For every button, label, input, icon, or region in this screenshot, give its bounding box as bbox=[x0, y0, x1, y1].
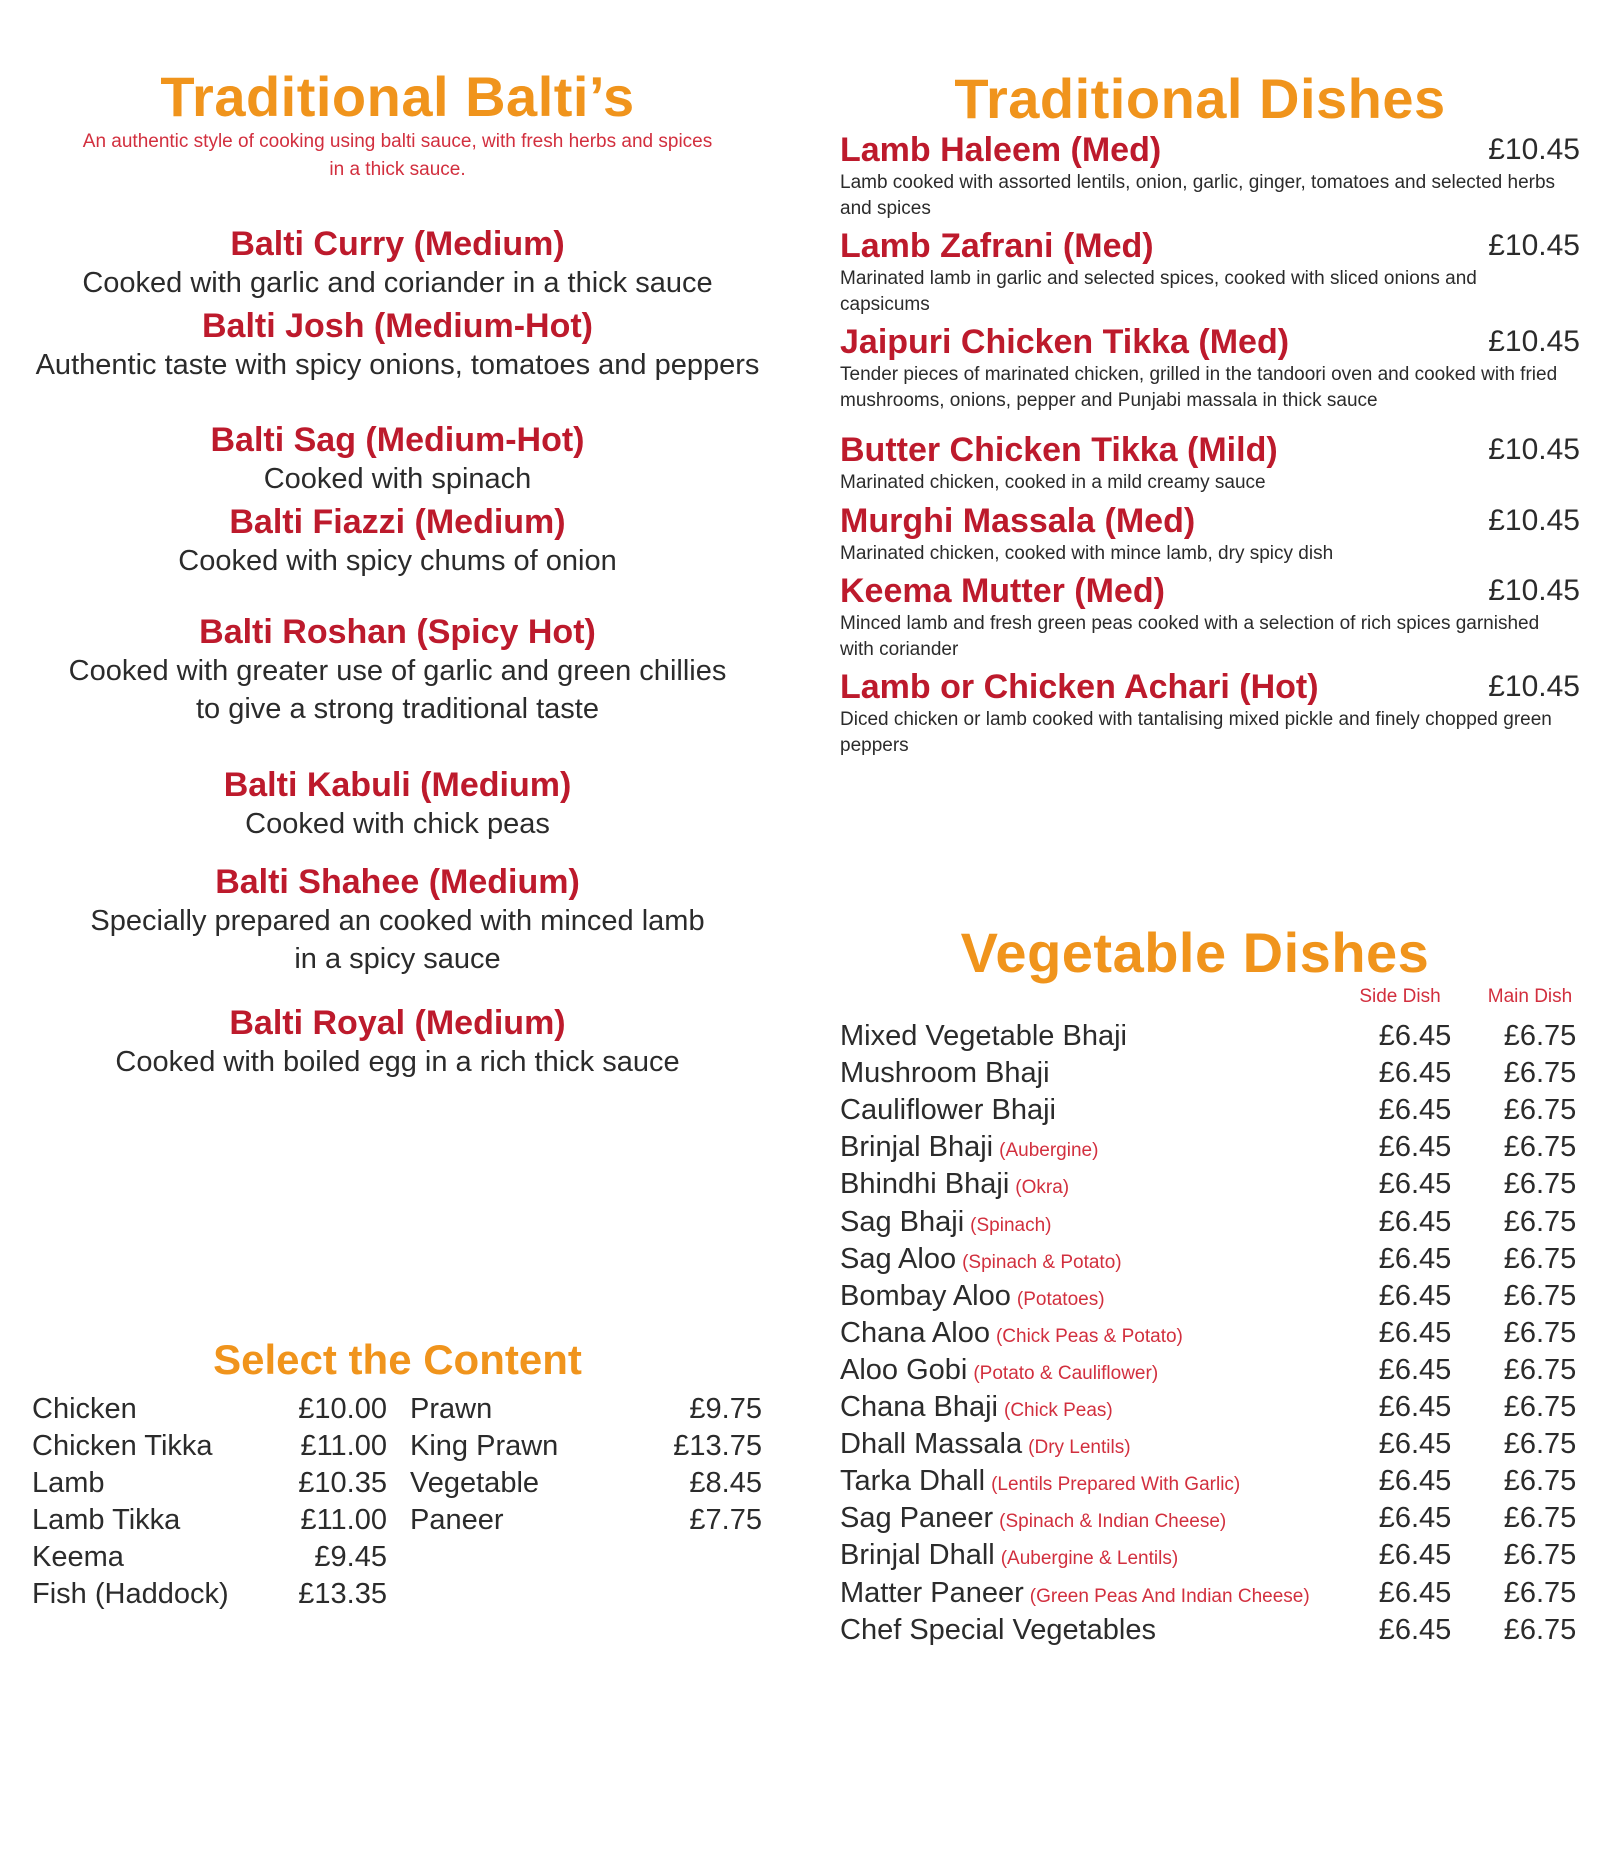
vegetable-row bbox=[840, 1352, 1585, 1389]
content-row bbox=[32, 1539, 387, 1576]
main-dish-price: £6.75 bbox=[1503, 1502, 1577, 1535]
vegetable-name bbox=[840, 1092, 1056, 1129]
vegetable-note: (Spinach & Indian Cheese) bbox=[999, 1511, 1227, 1533]
vegetable-column-headers bbox=[820, 986, 1580, 1012]
content-row bbox=[32, 1502, 387, 1539]
vegetable-name bbox=[840, 1352, 1158, 1392]
balti-item bbox=[20, 765, 775, 843]
vegetable-row bbox=[840, 1055, 1585, 1092]
vegetable-name bbox=[840, 1575, 1310, 1615]
vegetable-note: (Green Peas And Indian Cheese) bbox=[1029, 1585, 1310, 1607]
dish-price: £10.45 bbox=[1488, 325, 1580, 358]
balti-item bbox=[20, 862, 775, 978]
vegetable-name-text: Sag Bhaji bbox=[840, 1205, 965, 1238]
side-dish-price: £6.45 bbox=[1378, 1168, 1452, 1201]
vegetable-note: (Lentils Prepared With Garlic) bbox=[991, 1474, 1241, 1496]
main-dish-price: £6.75 bbox=[1503, 1094, 1577, 1127]
content-price: £10.00 bbox=[298, 1393, 387, 1425]
traditional-item bbox=[840, 130, 1580, 222]
main-dish-header: Main Dish bbox=[1487, 986, 1573, 1007]
vegetable-section-title: Vegetable Dishes bbox=[960, 921, 1430, 984]
vegetable-name bbox=[840, 1241, 1122, 1281]
vegetable-note: (Potatoes) bbox=[1016, 1288, 1105, 1310]
vegetable-note: (Aubergine & Lentils) bbox=[1000, 1548, 1179, 1570]
side-dish-price: £6.45 bbox=[1378, 1391, 1452, 1423]
vegetable-row bbox=[840, 1092, 1585, 1129]
dish-name: Balti Josh (Medium-Hot) bbox=[202, 307, 593, 345]
side-dish-price: £6.45 bbox=[1378, 1465, 1452, 1498]
vegetable-name bbox=[840, 1426, 1131, 1466]
vegetable-name-text: Mushroom Bhaji bbox=[840, 1057, 1050, 1090]
dish-name: Keema Mutter (Med) bbox=[840, 572, 1165, 610]
dish-description: Cooked with chick peas bbox=[245, 808, 550, 840]
main-dish-price: £6.75 bbox=[1503, 1465, 1577, 1498]
vegetable-note: (Dry Lentils) bbox=[1028, 1437, 1131, 1459]
side-dish-price: £6.45 bbox=[1378, 1020, 1452, 1052]
vegetable-name-text: Chana Aloo bbox=[840, 1316, 990, 1349]
vegetable-note: (Chick Peas & Potato) bbox=[995, 1325, 1183, 1347]
dish-description: Specially prepared an cooked with minced lamb in a spicy sauce bbox=[90, 905, 705, 975]
dish-price: £10.45 bbox=[1488, 574, 1580, 607]
content-row bbox=[32, 1428, 387, 1465]
vegetable-row bbox=[840, 1612, 1585, 1649]
content-name: King Prawn bbox=[410, 1430, 559, 1462]
content-name: Chicken bbox=[32, 1393, 137, 1425]
content-name: Prawn bbox=[410, 1393, 493, 1425]
vegetable-name-text: Cauliflower Bhaji bbox=[840, 1094, 1056, 1127]
left-column bbox=[0, 0, 795, 1875]
balti-item bbox=[20, 1003, 775, 1081]
traditional-item bbox=[840, 226, 1580, 318]
dish-name: Balti Curry (Medium) bbox=[230, 225, 565, 263]
content-row bbox=[410, 1428, 762, 1465]
main-dish-price: £6.75 bbox=[1503, 1131, 1577, 1164]
content-name: Fish (Haddock) bbox=[32, 1578, 229, 1610]
vegetable-note: (Okra) bbox=[1015, 1177, 1070, 1199]
vegetable-note: (Spinach & Potato) bbox=[962, 1251, 1122, 1273]
vegetable-name bbox=[840, 1315, 1183, 1355]
side-dish-price: £6.45 bbox=[1378, 1057, 1452, 1090]
main-dish-price: £6.75 bbox=[1503, 1539, 1577, 1572]
dish-description: Lamb cooked with assorted lentils, onion, garlic, ginger, tomatoes and selected herbs and spices bbox=[840, 172, 1556, 219]
dish-description: Cooked with greater use of garlic and green chillies to give a strong traditional taste bbox=[68, 655, 727, 725]
side-dish-price: £6.45 bbox=[1378, 1613, 1452, 1646]
content-name: Chicken Tikka bbox=[32, 1430, 213, 1462]
content-name: Paneer bbox=[410, 1504, 504, 1536]
vegetable-row bbox=[840, 1537, 1585, 1574]
vegetable-name-text: Bhindhi Bhaji bbox=[840, 1168, 1010, 1201]
vegetable-name-text: Chef Special Vegetables bbox=[840, 1613, 1156, 1646]
vegetable-row bbox=[840, 1463, 1585, 1500]
content-price: £9.45 bbox=[314, 1541, 387, 1573]
dish-name: Balti Royal (Medium) bbox=[229, 1004, 566, 1042]
vegetable-name-text: Brinjal Dhall bbox=[840, 1539, 995, 1572]
dish-name: Jaipuri Chicken Tikka (Med) bbox=[840, 323, 1290, 361]
vegetable-name bbox=[840, 1129, 1098, 1169]
dish-price: £10.45 bbox=[1488, 670, 1580, 703]
main-dish-price: £6.75 bbox=[1503, 1353, 1577, 1386]
side-dish-price: £6.45 bbox=[1378, 1539, 1452, 1572]
dish-description: Authentic taste with spicy onions, tomatoes and peppers bbox=[35, 349, 760, 381]
vegetable-name bbox=[840, 1389, 1113, 1429]
vegetable-name-text: Aloo Gobi bbox=[840, 1353, 968, 1386]
dish-name: Balti Shahee (Medium) bbox=[215, 863, 580, 901]
balti-item bbox=[20, 420, 775, 498]
vegetable-row bbox=[840, 1204, 1585, 1241]
dish-price: £10.45 bbox=[1488, 133, 1580, 166]
vegetable-note: (Spinach) bbox=[970, 1214, 1052, 1236]
dish-description: Minced lamb and fresh green peas cooked with a selection of rich spices garnished with coriander bbox=[840, 613, 1540, 660]
dish-name: Lamb Haleem (Med) bbox=[840, 131, 1162, 169]
vegetable-name bbox=[840, 1278, 1105, 1318]
right-column bbox=[820, 0, 1580, 1875]
side-dish-price: £6.45 bbox=[1378, 1502, 1452, 1535]
dish-name: Balti Roshan (Spicy Hot) bbox=[199, 613, 596, 651]
vegetable-name bbox=[840, 1500, 1226, 1540]
content-price: £11.00 bbox=[300, 1430, 387, 1462]
side-dish-price: £6.45 bbox=[1378, 1131, 1452, 1164]
balti-item bbox=[20, 306, 775, 384]
main-dish-price: £6.75 bbox=[1503, 1205, 1577, 1238]
vegetable-name bbox=[840, 1463, 1240, 1503]
content-name: Lamb Tikka bbox=[32, 1504, 181, 1536]
content-name: Vegetable bbox=[410, 1467, 540, 1499]
dish-name: Lamb Zafrani (Med) bbox=[840, 227, 1154, 265]
vegetable-row bbox=[840, 1315, 1585, 1352]
vegetable-row bbox=[840, 1241, 1585, 1278]
main-dish-price: £6.75 bbox=[1503, 1020, 1577, 1052]
main-dish-price: £6.75 bbox=[1503, 1316, 1577, 1349]
dish-price: £10.45 bbox=[1488, 229, 1580, 262]
vegetable-name-text: Brinjal Bhaji bbox=[840, 1131, 994, 1164]
main-dish-price: £6.75 bbox=[1503, 1391, 1577, 1423]
dish-name: Butter Chicken Tikka (Mild) bbox=[840, 431, 1278, 469]
main-dish-price: £6.75 bbox=[1503, 1428, 1577, 1461]
content-row bbox=[32, 1391, 387, 1428]
vegetable-row bbox=[840, 1018, 1585, 1055]
main-dish-price: £6.75 bbox=[1503, 1057, 1577, 1090]
vegetable-name bbox=[840, 1018, 1127, 1055]
side-dish-price: £6.45 bbox=[1378, 1094, 1452, 1127]
balti-item bbox=[20, 224, 775, 302]
vegetable-row bbox=[840, 1129, 1585, 1166]
balti-item bbox=[20, 612, 775, 728]
dish-name: Murghi Massala (Med) bbox=[840, 502, 1196, 540]
content-row bbox=[410, 1465, 762, 1502]
dish-description: Marinated chicken, cooked with mince lamb, dry spicy dish bbox=[840, 543, 1334, 564]
side-dish-price: £6.45 bbox=[1378, 1353, 1452, 1386]
dish-description: Tender pieces of marinated chicken, grilled in the tandoori oven and cooked with fried mushrooms, onions, pepper and Punjabi massala in thick sauce bbox=[840, 364, 1558, 411]
vegetable-name bbox=[840, 1537, 1178, 1577]
vegetable-row bbox=[840, 1426, 1585, 1463]
content-row bbox=[32, 1465, 387, 1502]
vegetable-name-text: Chana Bhaji bbox=[840, 1391, 998, 1423]
dish-price: £10.45 bbox=[1488, 433, 1580, 466]
traditional-section-title: Traditional Dishes bbox=[954, 67, 1446, 130]
vegetable-name bbox=[840, 1166, 1069, 1206]
side-dish-price: £6.45 bbox=[1378, 1242, 1452, 1275]
content-row bbox=[410, 1391, 762, 1428]
dish-description: Cooked with spicy chums of onion bbox=[178, 545, 617, 577]
content-section-title: Select the Content bbox=[213, 1336, 582, 1383]
side-dish-header: Side Dish bbox=[1359, 986, 1441, 1007]
vegetable-name-text: Dhall Massala bbox=[840, 1428, 1023, 1461]
main-dish-price: £6.75 bbox=[1503, 1576, 1577, 1609]
vegetable-note: (Potato & Cauliflower) bbox=[973, 1362, 1159, 1384]
traditional-item bbox=[840, 322, 1580, 414]
vegetable-name-text: Sag Aloo bbox=[840, 1242, 957, 1275]
dish-price: £10.45 bbox=[1488, 504, 1580, 537]
vegetable-name bbox=[840, 1204, 1051, 1244]
vegetable-row bbox=[840, 1278, 1585, 1315]
traditional-item bbox=[840, 667, 1580, 759]
dish-description: Cooked with garlic and coriander in a thick sauce bbox=[82, 267, 713, 299]
balti-intro: An authentic style of cooking using balti sauce, with fresh herbs and spices in a thick sauce. bbox=[82, 131, 713, 180]
vegetable-row bbox=[840, 1389, 1585, 1426]
content-name: Lamb bbox=[32, 1467, 105, 1499]
vegetable-row bbox=[840, 1500, 1585, 1537]
dish-name: Lamb or Chicken Achari (Hot) bbox=[840, 668, 1319, 706]
balti-section-title: Traditional Balti’s bbox=[160, 65, 635, 128]
content-name: Keema bbox=[32, 1541, 124, 1573]
side-dish-price: £6.45 bbox=[1378, 1576, 1452, 1609]
dish-name: Balti Fiazzi (Medium) bbox=[229, 503, 566, 541]
content-price: £9.75 bbox=[689, 1393, 762, 1425]
content-price: £7.75 bbox=[689, 1504, 762, 1536]
content-row bbox=[32, 1576, 387, 1613]
content-price: £13.35 bbox=[298, 1578, 387, 1610]
side-dish-price: £6.45 bbox=[1378, 1316, 1452, 1349]
dish-description: Diced chicken or lamb cooked with tantalising mixed pickle and finely chopped green peppers bbox=[840, 709, 1552, 756]
main-dish-price: £6.75 bbox=[1503, 1613, 1577, 1646]
main-dish-price: £6.75 bbox=[1503, 1168, 1577, 1201]
vegetable-name bbox=[840, 1612, 1156, 1649]
vegetable-name-text: Matter Paneer bbox=[840, 1576, 1024, 1609]
vegetable-name-text: Bombay Aloo bbox=[840, 1279, 1011, 1312]
balti-item bbox=[20, 502, 775, 580]
vegetable-name bbox=[840, 1055, 1050, 1092]
main-dish-price: £6.75 bbox=[1503, 1279, 1577, 1312]
content-price: £8.45 bbox=[689, 1467, 762, 1499]
side-dish-price: £6.45 bbox=[1378, 1428, 1452, 1461]
dish-description: Marinated lamb in garlic and selected spices, cooked with sliced onions and capsicums bbox=[840, 268, 1477, 315]
traditional-item bbox=[840, 430, 1580, 496]
dish-description: Marinated chicken, cooked in a mild creamy sauce bbox=[840, 472, 1266, 493]
dish-description: Cooked with spinach bbox=[263, 463, 532, 495]
dish-description: Cooked with boiled egg in a rich thick sauce bbox=[115, 1046, 680, 1078]
vegetable-name-text: Sag Paneer bbox=[840, 1502, 994, 1535]
content-price: £10.35 bbox=[298, 1467, 387, 1499]
traditional-item bbox=[840, 501, 1580, 567]
content-price: £13.75 bbox=[673, 1430, 762, 1462]
vegetable-name-text: Tarka Dhall bbox=[840, 1465, 986, 1498]
vegetable-note: (Aubergine) bbox=[999, 1140, 1099, 1162]
dish-name: Balti Kabuli (Medium) bbox=[223, 766, 572, 804]
vegetable-note: (Chick Peas) bbox=[1004, 1400, 1113, 1421]
content-price: £11.00 bbox=[300, 1504, 387, 1536]
side-dish-price: £6.45 bbox=[1378, 1279, 1452, 1312]
side-dish-price: £6.45 bbox=[1378, 1205, 1452, 1238]
dish-name: Balti Sag (Medium-Hot) bbox=[210, 421, 585, 459]
vegetable-row bbox=[840, 1575, 1585, 1612]
vegetable-name-text: Mixed Vegetable Bhaji bbox=[840, 1020, 1127, 1052]
vegetable-row bbox=[840, 1166, 1585, 1203]
content-row bbox=[410, 1502, 762, 1539]
main-dish-price: £6.75 bbox=[1503, 1242, 1577, 1275]
traditional-item bbox=[840, 571, 1580, 663]
